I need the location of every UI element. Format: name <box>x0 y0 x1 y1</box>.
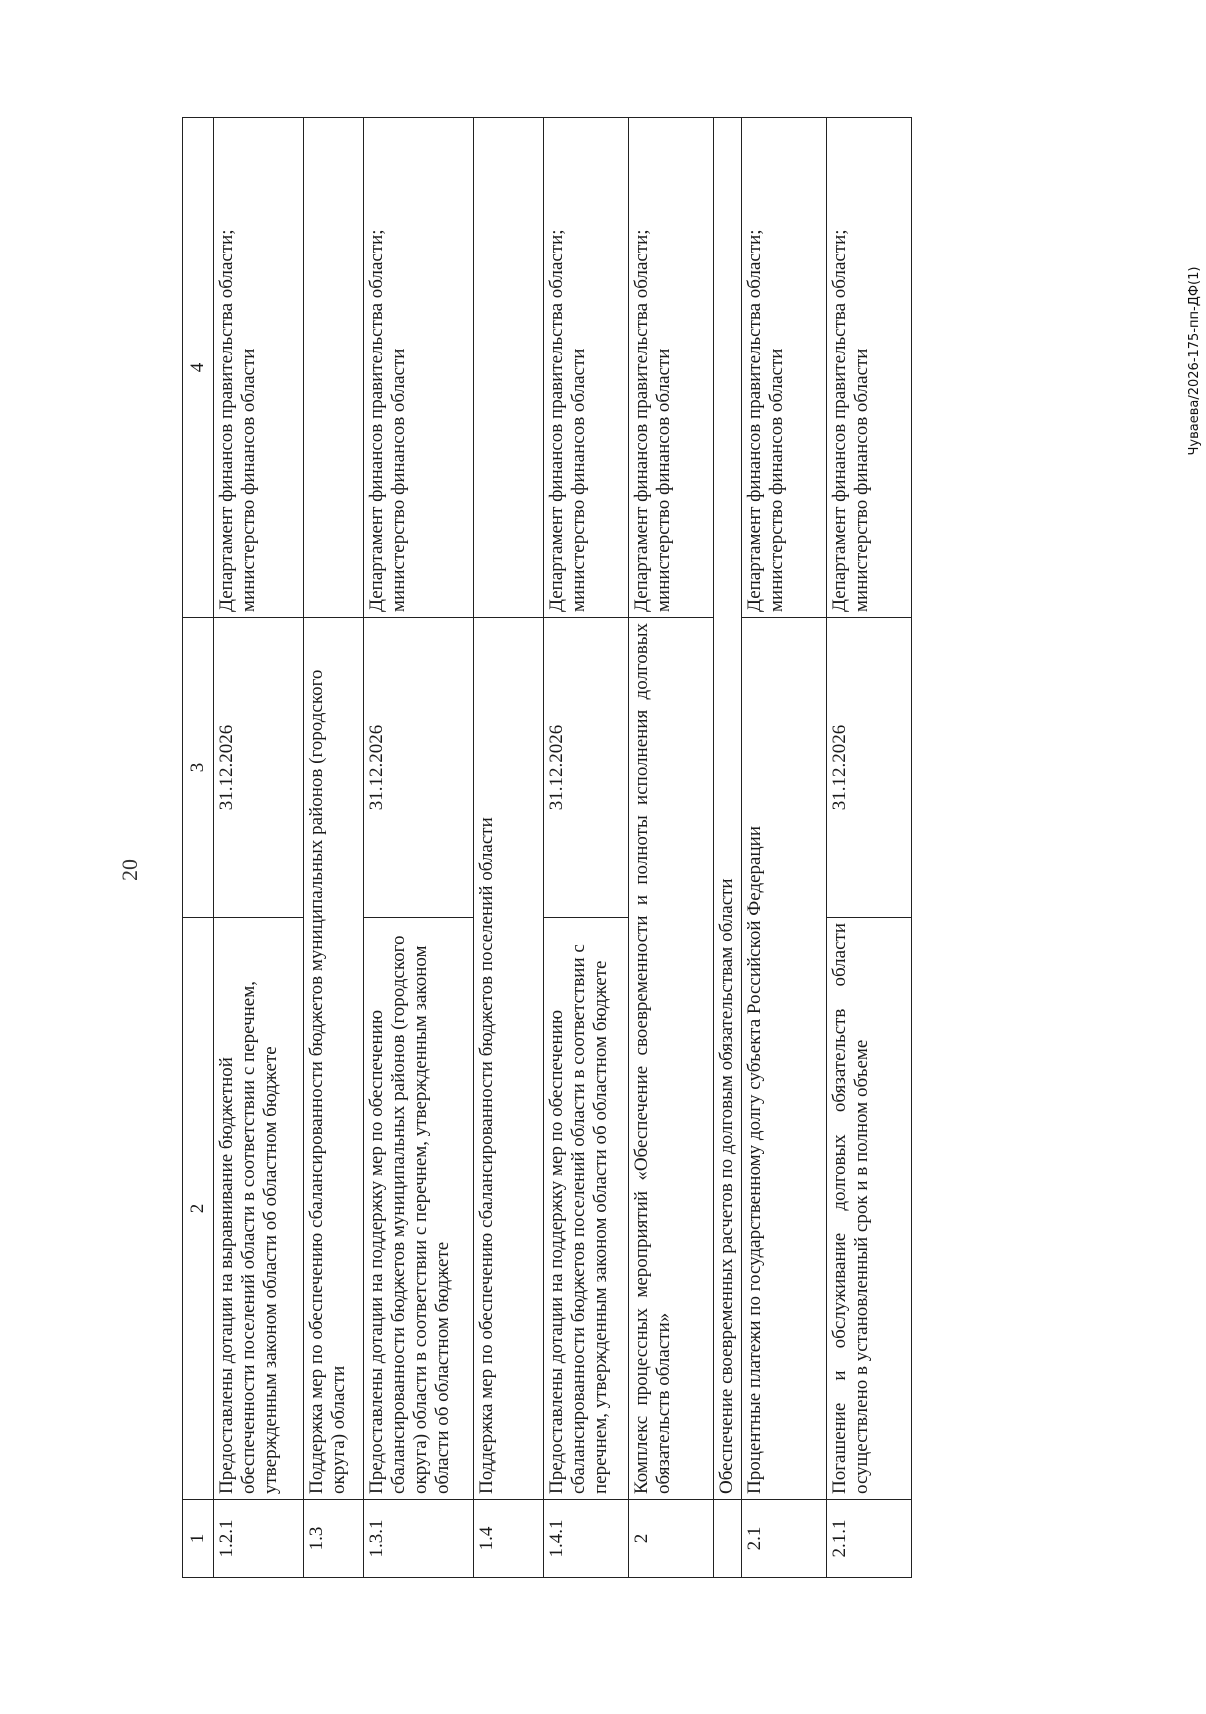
row-number: 2.1.1 <box>827 1500 912 1578</box>
row-responsible: Департамент финансов правительства области; министерство финансов области <box>544 118 629 618</box>
row-number <box>714 1500 742 1578</box>
row-text: Процентные платежи по государственному долгу субъекта Российской Федерации <box>742 618 827 1500</box>
table-row <box>714 118 742 1578</box>
row-number: 1.4 <box>474 1500 544 1578</box>
header-col-2: 2 <box>183 918 214 1500</box>
plan-table <box>182 117 912 1578</box>
row-responsible: Департамент финансов правительства области; министерство финансов области <box>742 118 827 618</box>
row-text: Поддержка мер по обеспечению сбалансированности бюджетов поселений области <box>474 618 544 1500</box>
table-row <box>474 118 544 1578</box>
table-row <box>364 118 474 1578</box>
row-responsible: Департамент финансов правительства области; министерство финансов области <box>214 118 304 618</box>
table-row <box>742 118 827 1578</box>
row-text: Комплекс процессных мероприятий «Обеспечение своевременности и полноты исполнения долговых обязательств области» <box>629 618 714 1500</box>
header-col-4: 4 <box>183 118 214 618</box>
row-number: 2 <box>629 1500 714 1578</box>
row-number: 1.4.1 <box>544 1500 629 1578</box>
document-id: Чуваева/2026-175-пп-ДФ(1) <box>1187 266 1202 456</box>
header-col-1: 1 <box>183 1500 214 1578</box>
header-col-3: 3 <box>183 618 214 918</box>
row-responsible: Департамент финансов правительства области; министерство финансов области <box>364 118 474 618</box>
row-text: Погашение и обслуживание долговых обязательств области осуществлено в установленный срок и в полном объеме <box>827 918 912 1500</box>
table-header-row <box>183 118 214 1578</box>
row-date: 31.12.2026 <box>544 618 629 918</box>
table-row <box>304 118 364 1578</box>
row-responsible: Департамент финансов правительства области; министерство финансов области <box>629 118 714 618</box>
page-number: 20 <box>117 859 142 881</box>
row-text: Предоставлены дотации на поддержку мер по обеспечению сбалансированности бюджетов поселений области в соответствии с перечнем, утвержденным законом области об областном бюджете <box>544 918 629 1500</box>
row-responsible <box>474 118 544 618</box>
row-text: Обеспечение своевременных расчетов по долговым обязательствам области <box>714 118 742 1500</box>
row-number: 2.1 <box>742 1500 827 1578</box>
row-responsible: Департамент финансов правительства области; министерство финансов области <box>827 118 912 618</box>
row-date: 31.12.2026 <box>214 618 304 918</box>
row-number: 1.3 <box>304 1500 364 1578</box>
table-row <box>544 118 629 1578</box>
row-number: 1.3.1 <box>364 1500 474 1578</box>
row-number: 1.2.1 <box>214 1500 304 1578</box>
row-date: 31.12.2026 <box>364 618 474 918</box>
plan-table-rotated <box>182 118 912 1578</box>
row-text: Предоставлены дотации на поддержку мер по обеспечению сбалансированности бюджетов муниципальных районов (городского округа) области в соответствии с перечнем, утвержденным законом области об областном бюджете <box>364 918 474 1500</box>
row-text: Поддержка мер по обеспечению сбалансированности бюджетов муниципальных районов (городского округа) области <box>304 618 364 1500</box>
row-text: Предоставлены дотации на выравнивание бюджетной обеспеченности поселений области в соответствии с перечнем, утвержденным законом области об областном бюджете <box>214 918 304 1500</box>
table-row <box>629 118 714 1578</box>
row-responsible <box>304 118 364 618</box>
table-row <box>827 118 912 1578</box>
table-row <box>214 118 304 1578</box>
row-date: 31.12.2026 <box>827 618 912 918</box>
